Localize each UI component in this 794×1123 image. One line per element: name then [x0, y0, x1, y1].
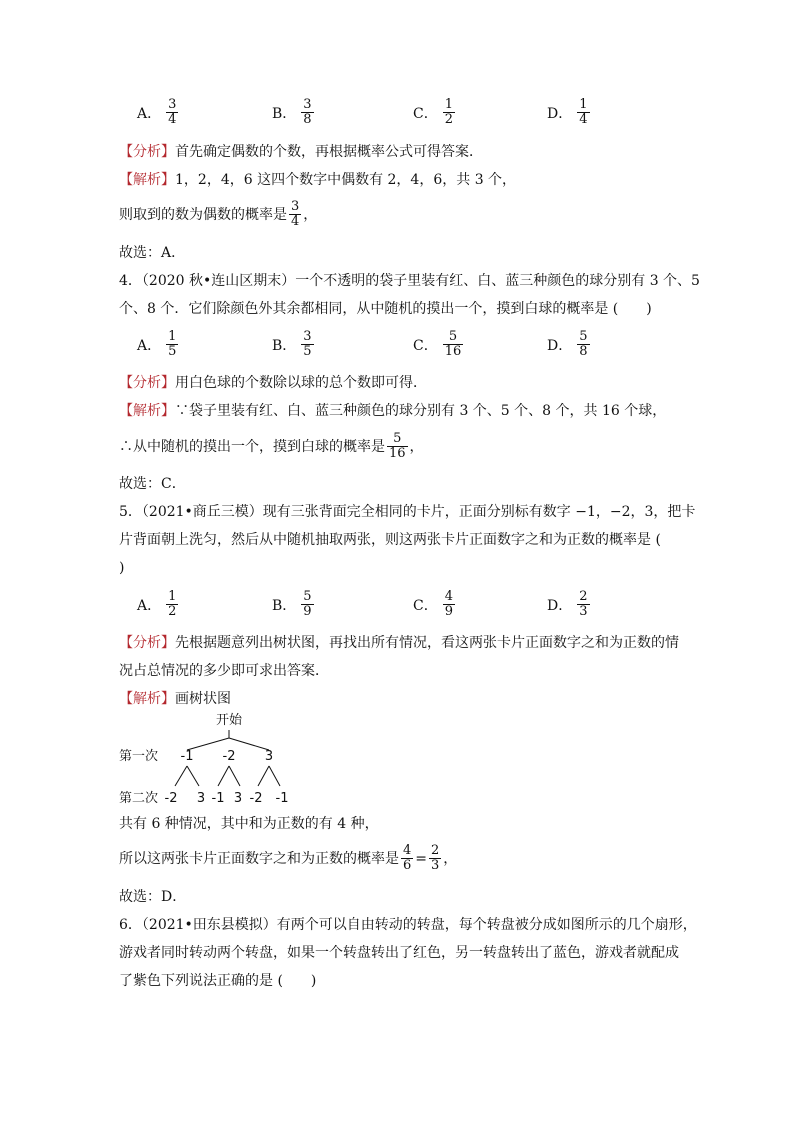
q5-stem-line3: )	[119, 560, 125, 576]
prob-text: 则取到的数为偶数的概率是	[119, 206, 287, 223]
tree-node: -1	[180, 749, 194, 764]
analysis-text: 用白色球的个数除以球的总个数即可得．	[175, 375, 427, 391]
fraction: $\frac{5}{16}$	[389, 431, 406, 461]
analysis-tag: 【分析】	[119, 375, 175, 391]
tree-edge	[175, 766, 187, 786]
q4-choice-a	[137, 330, 180, 359]
choice-label: B．	[272, 597, 297, 614]
tree-level2-label: 第二次	[119, 791, 159, 806]
q6-stem-line1: 6．（2021•田东县模拟）有两个可以自由转动的转盘，每个转盘被分成如图所示的几个扇形，	[119, 917, 697, 933]
solution-text: ∵袋子里装有红、白、蓝三种颜色的球分别有 3 个、5 个、8 个，共 16 个球，	[175, 403, 667, 419]
q5-stem-line2: 片背面朝上洗匀，然后从中随机抽取两张，则这两张卡片正面数字之和为正数的概率是 (	[119, 532, 661, 548]
q4-solution	[119, 402, 666, 420]
q4-analysis	[119, 374, 427, 392]
q6-stem-line2: 游戏者同时转动两个转盘，如果一个转盘转出了红色，另一转盘转出了蓝色，游戏者就配成	[119, 945, 679, 961]
tree-leaf: 3	[233, 791, 243, 806]
q4-choice-c	[413, 330, 465, 359]
q5-stem-line1: 5．（2021•商丘三模）现有三张背面完全相同的卡片，正面分别标有数字 −1，−2，3，把卡	[119, 504, 696, 520]
q4-stem-line2: 个、8 个．它们除颜色外其余都相同，从中随机的摸出一个，摸到白球的概率是 ( )	[119, 301, 652, 317]
q5-count: 共有 6 种情况，其中和为正数的有 4 种，	[119, 816, 379, 832]
fraction: $\frac{4}{6}$	[403, 843, 412, 873]
q3-solution	[119, 171, 516, 189]
punct: ，	[409, 438, 424, 455]
q3-probability	[119, 200, 317, 229]
fraction: $\frac{4}{9}$	[444, 589, 453, 619]
analysis-tag: 【分析】	[119, 144, 175, 160]
tree-node: -2	[222, 749, 236, 764]
choice-label: A．	[137, 337, 162, 354]
q3-choice-c	[413, 98, 457, 127]
tree-edge	[187, 766, 199, 786]
analysis-text: 首先确定偶数的个数，再根据概率公式可得答案．	[175, 144, 483, 160]
solution-tag: 【解析】	[119, 691, 175, 707]
q4-choice-b	[272, 330, 316, 359]
fraction: $\frac{2}{3}$	[431, 843, 440, 873]
choice-label: A．	[137, 597, 162, 614]
tree-root: 开始	[215, 713, 243, 728]
analysis-tag: 【分析】	[119, 635, 175, 651]
fraction: $\frac{2}{3}$	[579, 589, 588, 619]
fraction: $\frac{1}{2}$	[168, 589, 177, 619]
fraction: $\frac{1}{4}$	[579, 97, 588, 127]
q5-solution	[119, 690, 231, 708]
tree-leaf: -1	[211, 791, 225, 806]
choice-label: A．	[137, 105, 162, 122]
q5-choice-d	[547, 590, 592, 619]
fraction: $\frac{1}{5}$	[168, 329, 177, 359]
tree-leaf: -1	[275, 791, 289, 806]
fraction: $\frac{5}{8}$	[579, 329, 588, 359]
tree-node: 3	[264, 749, 274, 764]
choice-label: C．	[413, 597, 438, 614]
fraction: $\frac{3}{5}$	[303, 329, 312, 359]
punct: ，	[303, 206, 318, 223]
q3-choice-b	[272, 98, 316, 127]
q5-analysis-line1	[119, 634, 679, 652]
solution-tag: 【解析】	[119, 172, 175, 188]
choice-label: D．	[547, 337, 573, 354]
choice-label: C．	[413, 105, 438, 122]
q4-stem-line1: 4．（2020 秋•连山区期末）一个不透明的袋子里装有红、白、蓝三种颜色的球分别有 3 个、5	[119, 273, 700, 289]
q4-choice-d	[547, 330, 592, 359]
choice-label: D．	[547, 105, 573, 122]
q3-choice-d	[547, 98, 592, 127]
tree-diagram	[117, 708, 317, 808]
q5-choice-c	[413, 590, 457, 619]
q3-answer: 故选：A．	[119, 245, 186, 261]
q3-choice-a	[137, 98, 180, 127]
fraction: $\frac{3}{4}$	[168, 97, 177, 127]
tree-leaf: 3	[196, 791, 206, 806]
choice-label: B．	[272, 337, 297, 354]
tree-edge	[218, 766, 229, 786]
q4-answer: 故选：C．	[119, 476, 186, 492]
fraction: $\frac{5}{9}$	[303, 589, 312, 619]
q5-analysis-line2: 况占总情况的多少即可求出答案．	[119, 663, 329, 679]
q5-probability	[119, 844, 457, 873]
fraction: $\frac{1}{2}$	[444, 97, 453, 127]
q6-stem-line3: 了紫色下列说法正确的是 ( )	[119, 973, 317, 989]
tree-leaf: -2	[164, 791, 178, 806]
punct: ，	[443, 850, 458, 867]
q3-analysis	[119, 143, 483, 161]
q5-choice-b	[272, 590, 316, 619]
tree-edge	[258, 766, 269, 786]
fraction: $\frac{5}{16}$	[444, 329, 462, 359]
prob-text: ∴从中随机的摸出一个，摸到白球的概率是	[119, 438, 385, 455]
prob-text: 所以这两张卡片正面数字之和为正数的概率是	[119, 850, 399, 867]
analysis-text: 先根据题意列出树状图，再找出所有情况，看这两张卡片正面数字之和为正数的情	[175, 635, 679, 651]
tree-level1-label: 第一次	[119, 749, 159, 764]
q5-answer: 故选：D．	[119, 889, 187, 905]
solution-text: 画树状图	[175, 691, 231, 707]
q4-probability	[119, 432, 424, 461]
fraction: $\frac{3}{8}$	[303, 97, 312, 127]
solution-text: 1，2，4，6 这四个数字中偶数有 2，4，6，共 3 个，	[175, 172, 517, 188]
tree-edge	[229, 766, 240, 786]
choice-label: C．	[413, 337, 438, 354]
equals-sign: =	[415, 850, 428, 867]
tree-leaf: -2	[249, 791, 263, 806]
solution-tag: 【解析】	[119, 403, 175, 419]
q5-choice-a	[137, 590, 180, 619]
choice-label: D．	[547, 597, 573, 614]
fraction: $\frac{3}{4}$	[291, 199, 300, 229]
choice-label: B．	[272, 105, 297, 122]
tree-edge	[269, 766, 280, 786]
